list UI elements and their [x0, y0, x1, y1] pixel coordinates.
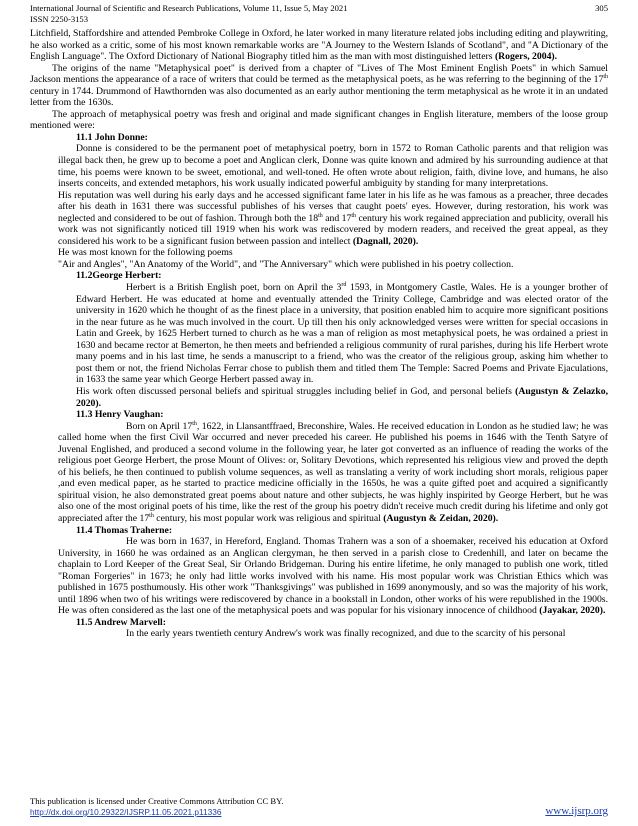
- paragraph-marvell-1: In the early years twentieth century Andrew's work was finally recognized, and due to the scarcity of his personal: [126, 628, 566, 640]
- journal-website-link[interactable]: www.ijsrp.org: [545, 805, 608, 817]
- paragraph-approach: The approach of metaphysical poetry was fresh and original and made significant changes in English literature, members of the loose group mentioned were:: [30, 108, 608, 132]
- paragraph-intro: Litchfield, Staffordshire and attended Pembroke College in Oxford, he later worked in many literature related jobs including editing and playwriting, he also worked as a critic, some of his most known remarkable works are "A Journey to the Western Islands of Scotland", and "A Dictionary of the English Language". The Oxford Dictionary of National Biography titled him as the man with most distinguished letters (Rogers, 2004).: [30, 28, 608, 63]
- citation: (Augustyn & Zelazko, 2020).: [76, 385, 608, 409]
- section-heading-vaughan: 11.3 Henry Vaughan:: [76, 409, 164, 421]
- doi-link[interactable]: http://dx.doi.org/10.29322/IJSRP.11.05.2021.p11336: [30, 807, 222, 817]
- paragraph-herbert-1: Herbert is a British English poet, born on April the 3rd 1593, in Montgomery Castle, Wales. He is a younger brother of Edward Herbert. He was educated at home and eventually attended the Trinity College, Cambridge and was elected orator of the university in 1620 which he thought of as the finest place in a university, that position enabled him to acquire more significant positions in the near future as he was much involved in the court. Up till then his only acknowledged verses were written for special occasions in Latin and Greek, by 1625 Herbert turned to church as he was a man of religion as most metaphysical poets, he was ordained a priest in 1630 and became rector at Bemerton, he then meets and befriended a religious community of rural parishes, during his life Herbert wrote many poems and in his last time, he sends a manuscript to a friend, who was the creator of the religious group, asking him whether to post them or not, the friend Nicholas Ferrar chose to publish them and titled them The Temple: Sacred Poems and Private Ejaculations, in 1633 the same year which George Herbert passed away in.: [76, 281, 608, 386]
- paragraph-herbert-2: His work often discussed personal beliefs and spiritual struggles including belief in God, and personal beliefs (Augustyn & Zelazko, 2020).: [76, 385, 608, 409]
- paragraph-donne-3: He was most known for the following poems: [58, 247, 233, 259]
- section-heading-marvell: 11.5 Andrew Marvell:: [76, 616, 166, 628]
- citation: (Rogers, 2004).: [494, 51, 558, 63]
- issn: ISSN 2250-3153: [30, 13, 89, 24]
- citation: (Dagnall, 2020).: [352, 235, 419, 247]
- article-body: [30, 28, 608, 640]
- section-heading-herbert: 11.2George Herbert:: [76, 270, 162, 282]
- page-header: [30, 3, 608, 24]
- section-heading-donne: 11.1 John Donne:: [76, 131, 148, 143]
- paragraph-donne-1: Donne is considered to be the permanent poet of metaphysical poetry, born in 1572 to Roman Catholic parents and that religion was illegal back then, he grew up to become a poet and Anglican clerk, Donne was quite known and admired by his surrounding audience at that time, his poems were known to be sweet, emotional, and well-toned. He often wrote about religion, faith, divine love, and humans, he also inserts conceits, and extended metaphors, his work usually indicated powerful ambiguity by standing for many interpretations.: [58, 143, 608, 190]
- section-heading-traherne: 11.4 Thomas Traherne:: [76, 524, 173, 536]
- paragraph-traherne-1: He was born in 1637, in Hereford, England. Thomas Trahern was a son of a shoemaker, received his education at Oxford University, in 1660 he was ordained as an Anglican clergyman, he then served in a parish close to Credenhill, and later on became the chaplain to Lord Keeper of the Great Seal, Sir Orlando Bridgeman. During his entire lifetime, he only managed to publish one work, titled "Roman Forgeries" in 1673; he only had little works involved with his name. His most popular work was Christian Ethics which was published in 1675 posthumously. His other work "Thanksgivings" was published in 1699 anonymously, and so was the majority of his work, until 1896 when two of his writings were rediscovered by chance in a bookstall in London, other works of his were republished in the 1900s. He was often considered as the last one of the metaphysical poets and was popular for his visionary innocence of childhood (Jayakar, 2020).: [58, 536, 608, 617]
- license-notice: This publication is licensed under Creative Commons Attribution CC BY.: [30, 796, 284, 806]
- page-footer: [30, 796, 608, 818]
- paragraph-donne-2: His reputation was well during his early days and he accessed significant fame later in his life as he was famous as a preacher, three decades after his death in 1631 there was successful publishes of his verses that caught poets' eyes. However, during restoration, his work was neglected and considered to be out of fashion. Through both the 18th and 17th century his work regained appreciation and publicity, overall his work was not significantly noticed till 1919 when his work was rediscovered by modern readers, and received the great appeal, as they considered his work to be a significant fusion between passion and intellect (Dagnall, 2020).: [58, 189, 608, 247]
- paragraph-origins: The origins of the name "Metaphysical poet" is derived from a chapter of "Lives of The Most Eminent English Poets" in which Samuel Jackson mentions the appearance of a race of writers that could be termed as the metaphysical poets, as he was referring to the beginning of the 17th century in 1744. Drummond of Hawthornden was also documented as an early author mentioning the term metaphysical as he wrote it in an undated letter from the 1630s.: [30, 62, 608, 109]
- citation: (Augustyn & Zeidan, 2020).: [383, 512, 499, 524]
- paragraph-donne-4: "Air and Angles", "An Anatomy of the World", and "The Anniversary" which were published in his poetry collection.: [58, 258, 514, 270]
- citation: (Jayakar, 2020).: [539, 605, 606, 617]
- paragraph-vaughan-1: Born on April 17th, 1622, in Llansantffraed, Breconshire, Wales. He received education in London as he studied law; he was called home when the first Civil War occurred and never preceded his career. He published his poems in 1646 with the Tenth Satyre of Juvenal Englished, and produced a second volume in the following year, he later got converted as an influence of reading the works of the religious poet George Herbert, the prose Mount of Olives: or, Solitary Devotions, which represented his religious view and proved the depth of his beliefs, he then continued to publish volume sequences, as well as translating a verity of work including short morals, religious paper ,and even medical paper, as he started to practice medicine officially in the 1650s, he was a quite gifted poet and acquired a significantly spiritual vision, he also demonstrated great poems about nature and other subjects, he was highly inspirited by George Herbert, but he was also one of the most original poets of his time, like the rest of the group his poetry didn't receive much credit during his lifetime and only got appreciated after the 17th century, his most popular work was religious and spiritual (Augustyn & Zeidan, 2020).: [58, 420, 608, 524]
- journal-title: International Journal of Scientific and Research Publications, Volume 11, Issue 5, May 2021: [30, 3, 348, 13]
- page-number: 305: [595, 3, 608, 13]
